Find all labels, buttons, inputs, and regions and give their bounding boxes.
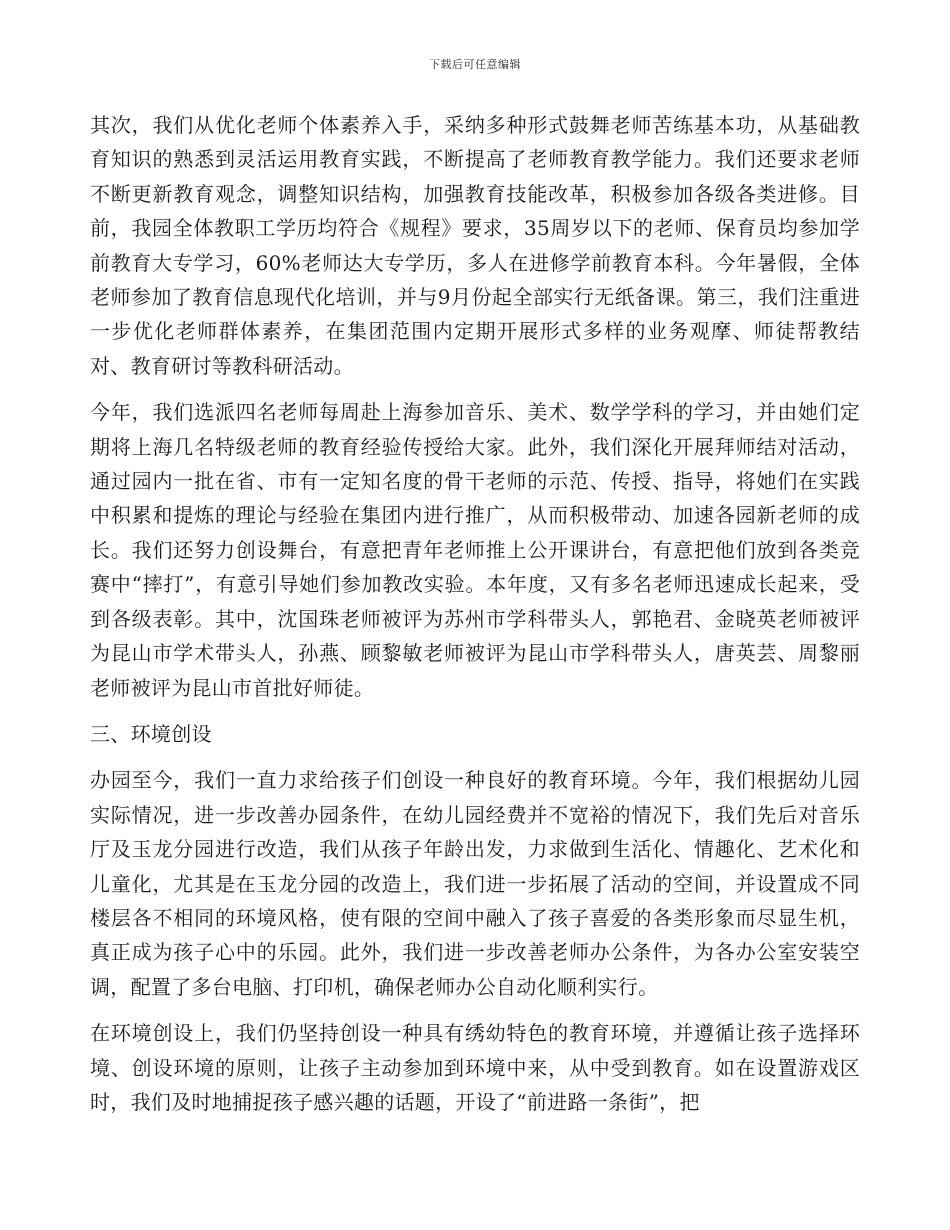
paragraph-teacher-training: 今年，我们选派四名老师每周赴上海参加音乐、美术、数学学科的学习，并由她们定期将上海几名特级老师的教育经验传授给大家。此外，我们深化开展拜师结对活动，通过园内一批在省、市有一定知名度的骨干老师的示范、传授、指导，将她们在实践中积累和提炼的理论与经验在集团内进行推广，从而积极带动、加速各园新老师的成长。我们还努力创设舞台，有意把青年老师推上公开课讲台，有意把他们放到各类竞赛中“摔打”，有意引导她们参加教改实验。本年度，又有多名老师迅速成长起来，受到各级表彰。其中，沈国珠老师被评为苏州市学科带头人，郭艳君、金晓英老师被评为昆山市学术带头人，孙燕、顾黎敏老师被评为昆山市学科带头人，唐英芸、周黎丽老师被评为昆山市首批好师徒。 — [90, 400, 860, 700]
document-body — [90, 108, 860, 1131]
page-header-note: 下载后可任意编辑 — [429, 58, 521, 71]
section-heading-environment: 三、环境创设 — [90, 721, 212, 746]
paragraph-environment-improvement: 办园至今，我们一直力求给孩子们创设一种良好的教育环境。今年，我们根据幼儿园实际情况，进一步改善办园条件，在幼儿园经费并不宽裕的情况下，我们先后对音乐厅及玉龙分园进行改造，我们从孩子年龄出发，力求做到生活化、情趣化、艺术化和儿童化，尤其是在玉龙分园的改造上，我们进一步拓展了活动的空间，并设置成不同楼层各不相同的环境风格，使有限的空间中融入了孩子喜爱的各类形象而尽显生机，真正成为孩子心中的乐园。此外，我们进一步改善老师办公条件，为各办公室安装空调，配置了多台电脑、打印机，确保老师办公自动化顺利实行。 — [90, 768, 860, 999]
paragraph-environment-creation: 在环境创设上，我们仍坚持创设一种具有绣幼特色的教育环境，并遵循让孩子选择环境、创设环境的原则，让孩子主动参加到环境中来，从中受到教育。如在设置游戏区时，我们及时地捕捉孩子感兴趣的话题，开设了“前进路一条街”，把 — [90, 1021, 860, 1114]
paragraph-teacher-quality: 其次，我们从优化老师个体素养入手，采纳多种形式鼓舞老师苦练基本功，从基础教育知识的熟悉到灵活运用教育实践，不断提高了老师教育教学能力。我们还要求老师不断更新教育观念，调整知识结构，加强教育技能改革，积极参加各级各类进修。目前，我园全体教职工学历均符合《规程》要求，35周岁以下的老师、保育员均参加学前教育大专学习，60%老师达大专学历，多人在进修学前教育本科。今年暑假，全体老师参加了教育信息现代化培训，并与9月份起全部实行无纸备课。第三，我们注重进一步优化老师群体素养，在集团范围内定期开展形式多样的业务观摩、师徒帮教结对、教育研讨等教科研活动。 — [90, 113, 860, 378]
